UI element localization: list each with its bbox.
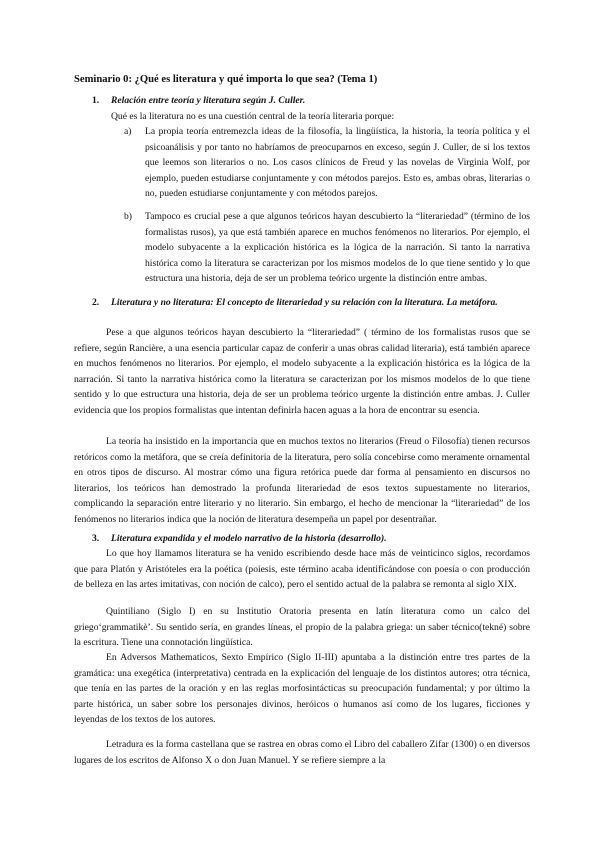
item-a-text: La propia teoría entremezcla ideas de la filosofía, la lingüística, la historia, la teoría política y el psicoanálisis y por tanto no habríamos de preocuparnos en exceso, según J. Culler, de si los textos que leemos son literarios o no. Los casos clínicos de Freud y las novelas de Virginia Wolf, por ejemplo, pueden estudiarse conjuntamente y con métodos parejos. Esto es, ambas obras, literarias o no, pueden estudiarse conjuntamente y con métodos parejos. (145, 126, 530, 200)
section-1-heading (92, 93, 532, 109)
document-title: Seminario 0: ¿Qué es literatura y qué importa lo que sea? (Tema 1) (74, 74, 378, 85)
section-3-paragraph-1: Lo que hoy llamamos literatura se ha venido escribiendo desde hace más de veinticinco siglos, recordamos que para Platón y Aristóteles era la poética (poíesis, este término acaba identificándose con poesía o con producción de belleza en las artes imitativas, con noción de calco), pero el sentido actual de la palabra se remonta al siglo XIX. (74, 548, 530, 591)
section-2-paragraph-2: La teoría ha insistido en la importancia que en muchos textos no literarios (Freud o Filosofía) tienen recursos retóricos como la metáfora, que se creía definitoria de la literatura, pero solía concebirse como meramente ornamental en otros tipos de discurso. Al mostrar cómo una figura retórica puede dar forma al pensamiento en discursos no literarios, los teóricos han demostrado la profunda literariedad de esos textos supuestamente no literarios, complicando la separación entre literario y no literario. Sin embargo, el hecho de mencionar la “literariedad” de los fenómenos no literarios indica que la noción de literatura desempeña un papel por desentrañar. (74, 436, 530, 525)
section-1-number: 1. (92, 95, 100, 106)
section-1-item-b (124, 209, 530, 287)
section-3-heading (92, 531, 532, 547)
section-1-heading-text: Relación entre teoría y literatura según J. Culler. (111, 95, 306, 106)
item-a-marker: a) (124, 126, 132, 137)
section-3-number: 3. (92, 533, 100, 544)
section-3-paragraph-3: En Adversos Mathematicos, Sexto Empírico (Siglo II-III) apuntaba a la distinción entre tres partes de la gramática: una exegética (interpretativa) centrada en la explicación del lenguaje de los distintos autores; otra técnica, que tenía en las partes de la oración y en las reglas morfosintácticas su preocupación fundamental; y por último la parte histórica, un saber sobre los personajes divinos, heróicos o humanos así como de los lugares, ficciones y leyendas de los textos de los autores. (74, 652, 530, 726)
section-1-intro: Qué es la literatura no es una cuestión central de la teoría literaria porque: (111, 111, 395, 122)
item-b-text: Tampoco es crucial pese a que algunos teóricos hayan descubierto la “literariedad” (término de los formalistas rusos), ya que está también aparece en muchos fenómenos no literarios. Por ejemplo, el modelo subyacente a la explicación histórica es la lógica de la narración. Si tanto la narrativa histórica como la literatura se caracterizan por los mismos modelos de lo que tiene sentido y lo que estructura una historia, deja de ser un problema teórico urgente la distinción entre ambas. (145, 211, 530, 285)
item-b-marker: b) (124, 211, 132, 222)
section-2-heading (92, 295, 532, 311)
section-3-heading-text: Literatura expandida y el modelo narrativo de la historia (desarrollo). (111, 533, 387, 544)
section-2-number: 2. (92, 297, 100, 308)
section-3-paragraph-2: Quintiliano (Siglo I) en su Institutio Oratoria presenta en latín literatura como un calco del griego‘grammatikè’. Su sentido sería, en grandes líneas, el propio de la palabra griega: un saber técnico(tekné) sobre la escritura. Tiene una connotación lingüística. (74, 606, 530, 649)
section-2-paragraph-1: Pese a que algunos teóricos hayan descubierto la “literariedad” ( término de los formalistas rusos que se refiere, según Rancière, a una esencia particular capaz de conferir a unas obras calidad literaria), está también aparece en muchos fenómenos no literarios. Por ejemplo, el modelo subyacente a la explicación histórica es la lógica de la narración. Si tanto la narrativa histórica como la literatura se caracterizan por los mismos modelos de lo que tiene sentido y lo que estructura una historia, deja de ser un problema teórico urgente la distinción entre ambas. J. Culler evidencia que los propios formalistas que intentan definirla hacen aguas a la hora de encontrar su esencia. (74, 327, 530, 416)
section-1-item-a (124, 124, 530, 202)
section-2-heading-text: Literatura y no literatura: El concepto de literariedad y su relación con la literatura. La metáfora. (111, 297, 498, 308)
section-3-paragraph-4: Letradura es la forma castellana que se rastrea en obras como el Libro del caballero Zifar (1300) o en diversos lugares de los escritos de Alfonso X o don Juan Manuel. Y se refiere siempre a la (74, 739, 530, 766)
